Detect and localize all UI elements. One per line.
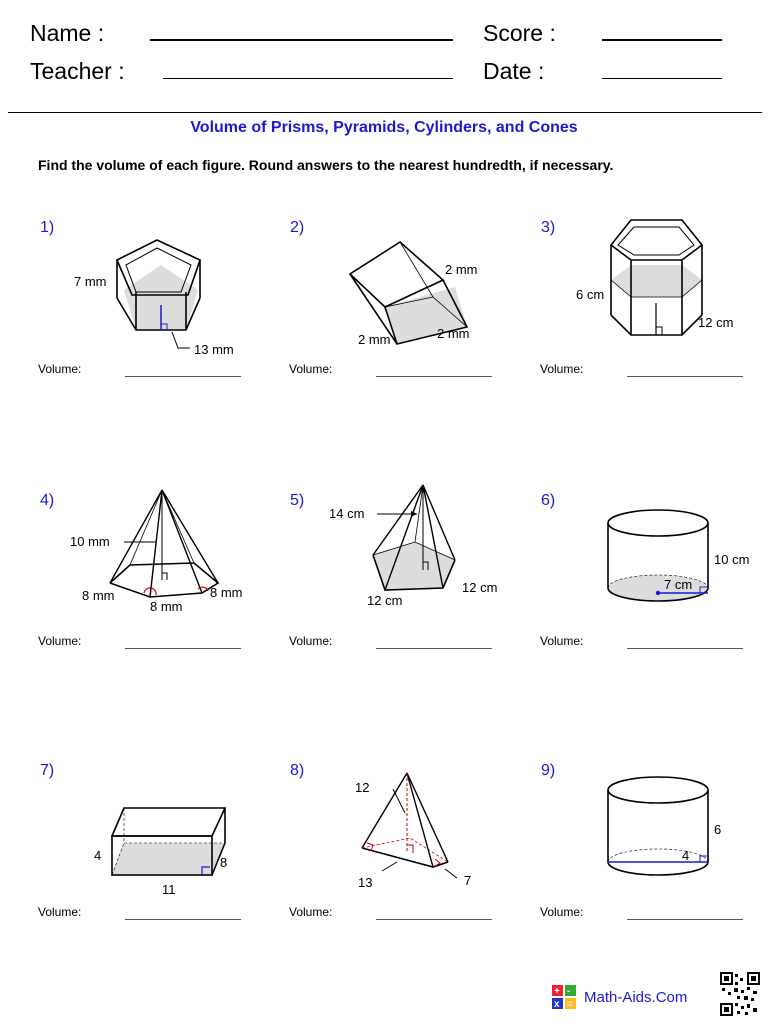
figure-label: 14 cm xyxy=(329,506,365,521)
calculator-logo-icon xyxy=(552,985,576,1009)
figure-label: 10 cm xyxy=(714,552,750,567)
volume-answer-field[interactable] xyxy=(376,919,492,920)
figure-label: 12 cm xyxy=(367,593,403,608)
hexagonal-pyramid-figure xyxy=(60,485,300,625)
name-label: Name : xyxy=(30,20,105,46)
volume-answer-field[interactable] xyxy=(125,919,241,920)
volume-answer-field[interactable] xyxy=(376,648,492,649)
figure-label: 12 cm xyxy=(462,580,498,595)
volume-label: Volume: xyxy=(540,905,584,919)
instructions: Find the volume of each figure. Round answers to the nearest hundredth, if necessary. xyxy=(38,157,614,173)
figure-label: 12 cm xyxy=(698,315,734,330)
problem-number: 3) xyxy=(541,219,556,236)
triangular-pyramid-figure xyxy=(345,765,585,905)
date-label: Date : xyxy=(483,58,545,84)
problem-number: 5) xyxy=(290,492,305,509)
volume-label: Volume: xyxy=(540,362,584,376)
volume-answer-field[interactable] xyxy=(125,376,241,377)
worksheet-title: Volume of Prisms, Pyramids, Cylinders, and Cones xyxy=(190,119,578,136)
volume-label: Volume: xyxy=(540,634,584,648)
teacher-field[interactable] xyxy=(163,78,453,79)
figure-label: 8 xyxy=(220,855,228,870)
pentagonal-prism-figure xyxy=(60,230,300,370)
figure-label: 7 cm xyxy=(664,577,693,592)
volume-label: Volume: xyxy=(289,634,333,648)
volume-answer-field[interactable] xyxy=(627,376,743,377)
figure-label: 6 cm xyxy=(576,287,605,302)
qr-code-icon xyxy=(720,972,760,1016)
problem-number: 9) xyxy=(541,762,556,779)
volume-label: Volume: xyxy=(38,362,82,376)
brand-link[interactable]: Math-Aids.Com xyxy=(584,988,688,1006)
problem-number: 6) xyxy=(541,492,556,509)
cylinder-figure xyxy=(600,772,768,912)
figure-label: 7 mm xyxy=(74,274,107,289)
figure-label: 2 mm xyxy=(445,262,478,277)
score-field[interactable] xyxy=(602,39,722,41)
volume-label: Volume: xyxy=(289,362,333,376)
figure-label: 2 mm xyxy=(437,326,470,341)
volume-label: Volume: xyxy=(289,905,333,919)
figure-label: 8 mm xyxy=(210,585,243,600)
date-field[interactable] xyxy=(602,78,722,79)
figure-label: 4 xyxy=(682,848,690,863)
volume-answer-field[interactable] xyxy=(376,376,492,377)
svg-text:x: x xyxy=(554,999,560,1009)
hexagonal-prism-figure xyxy=(568,215,768,355)
figure-label: 10 mm xyxy=(70,534,110,549)
figure-label: 2 mm xyxy=(358,332,391,347)
problem-number: 1) xyxy=(40,219,55,236)
figure-label: 8 mm xyxy=(82,588,115,603)
figure-label: 4 xyxy=(94,848,102,863)
problem-number: 8) xyxy=(290,762,305,779)
figure-label: 13 xyxy=(358,875,373,890)
problem-number: 7) xyxy=(40,762,55,779)
teacher-label: Teacher : xyxy=(30,58,125,84)
svg-text:-: - xyxy=(567,986,571,997)
figure-label: 6 xyxy=(714,822,722,837)
volume-answer-field[interactable] xyxy=(125,648,241,649)
figure-label: 11 xyxy=(162,882,176,897)
svg-text:+: + xyxy=(554,986,560,997)
name-field[interactable] xyxy=(150,39,453,41)
problem-number: 2) xyxy=(290,219,305,236)
problem-number: 4) xyxy=(40,492,55,509)
figure-label: 8 mm xyxy=(150,599,183,614)
header-divider xyxy=(8,112,762,113)
cylinder-figure xyxy=(600,505,768,645)
footer-brand[interactable] xyxy=(552,985,687,1009)
volume-label: Volume: xyxy=(38,905,82,919)
pentagonal-pyramid-figure xyxy=(325,480,565,620)
figure-label: 12 xyxy=(355,780,370,795)
volume-answer-field[interactable] xyxy=(627,648,743,649)
svg-text:=: = xyxy=(567,999,573,1009)
figure-label: 7 xyxy=(464,873,472,888)
figure-label: 13 mm xyxy=(194,342,234,357)
volume-answer-field[interactable] xyxy=(627,919,743,920)
cube-figure xyxy=(345,232,585,372)
volume-label: Volume: xyxy=(38,634,82,648)
score-label: Score : xyxy=(483,20,556,46)
